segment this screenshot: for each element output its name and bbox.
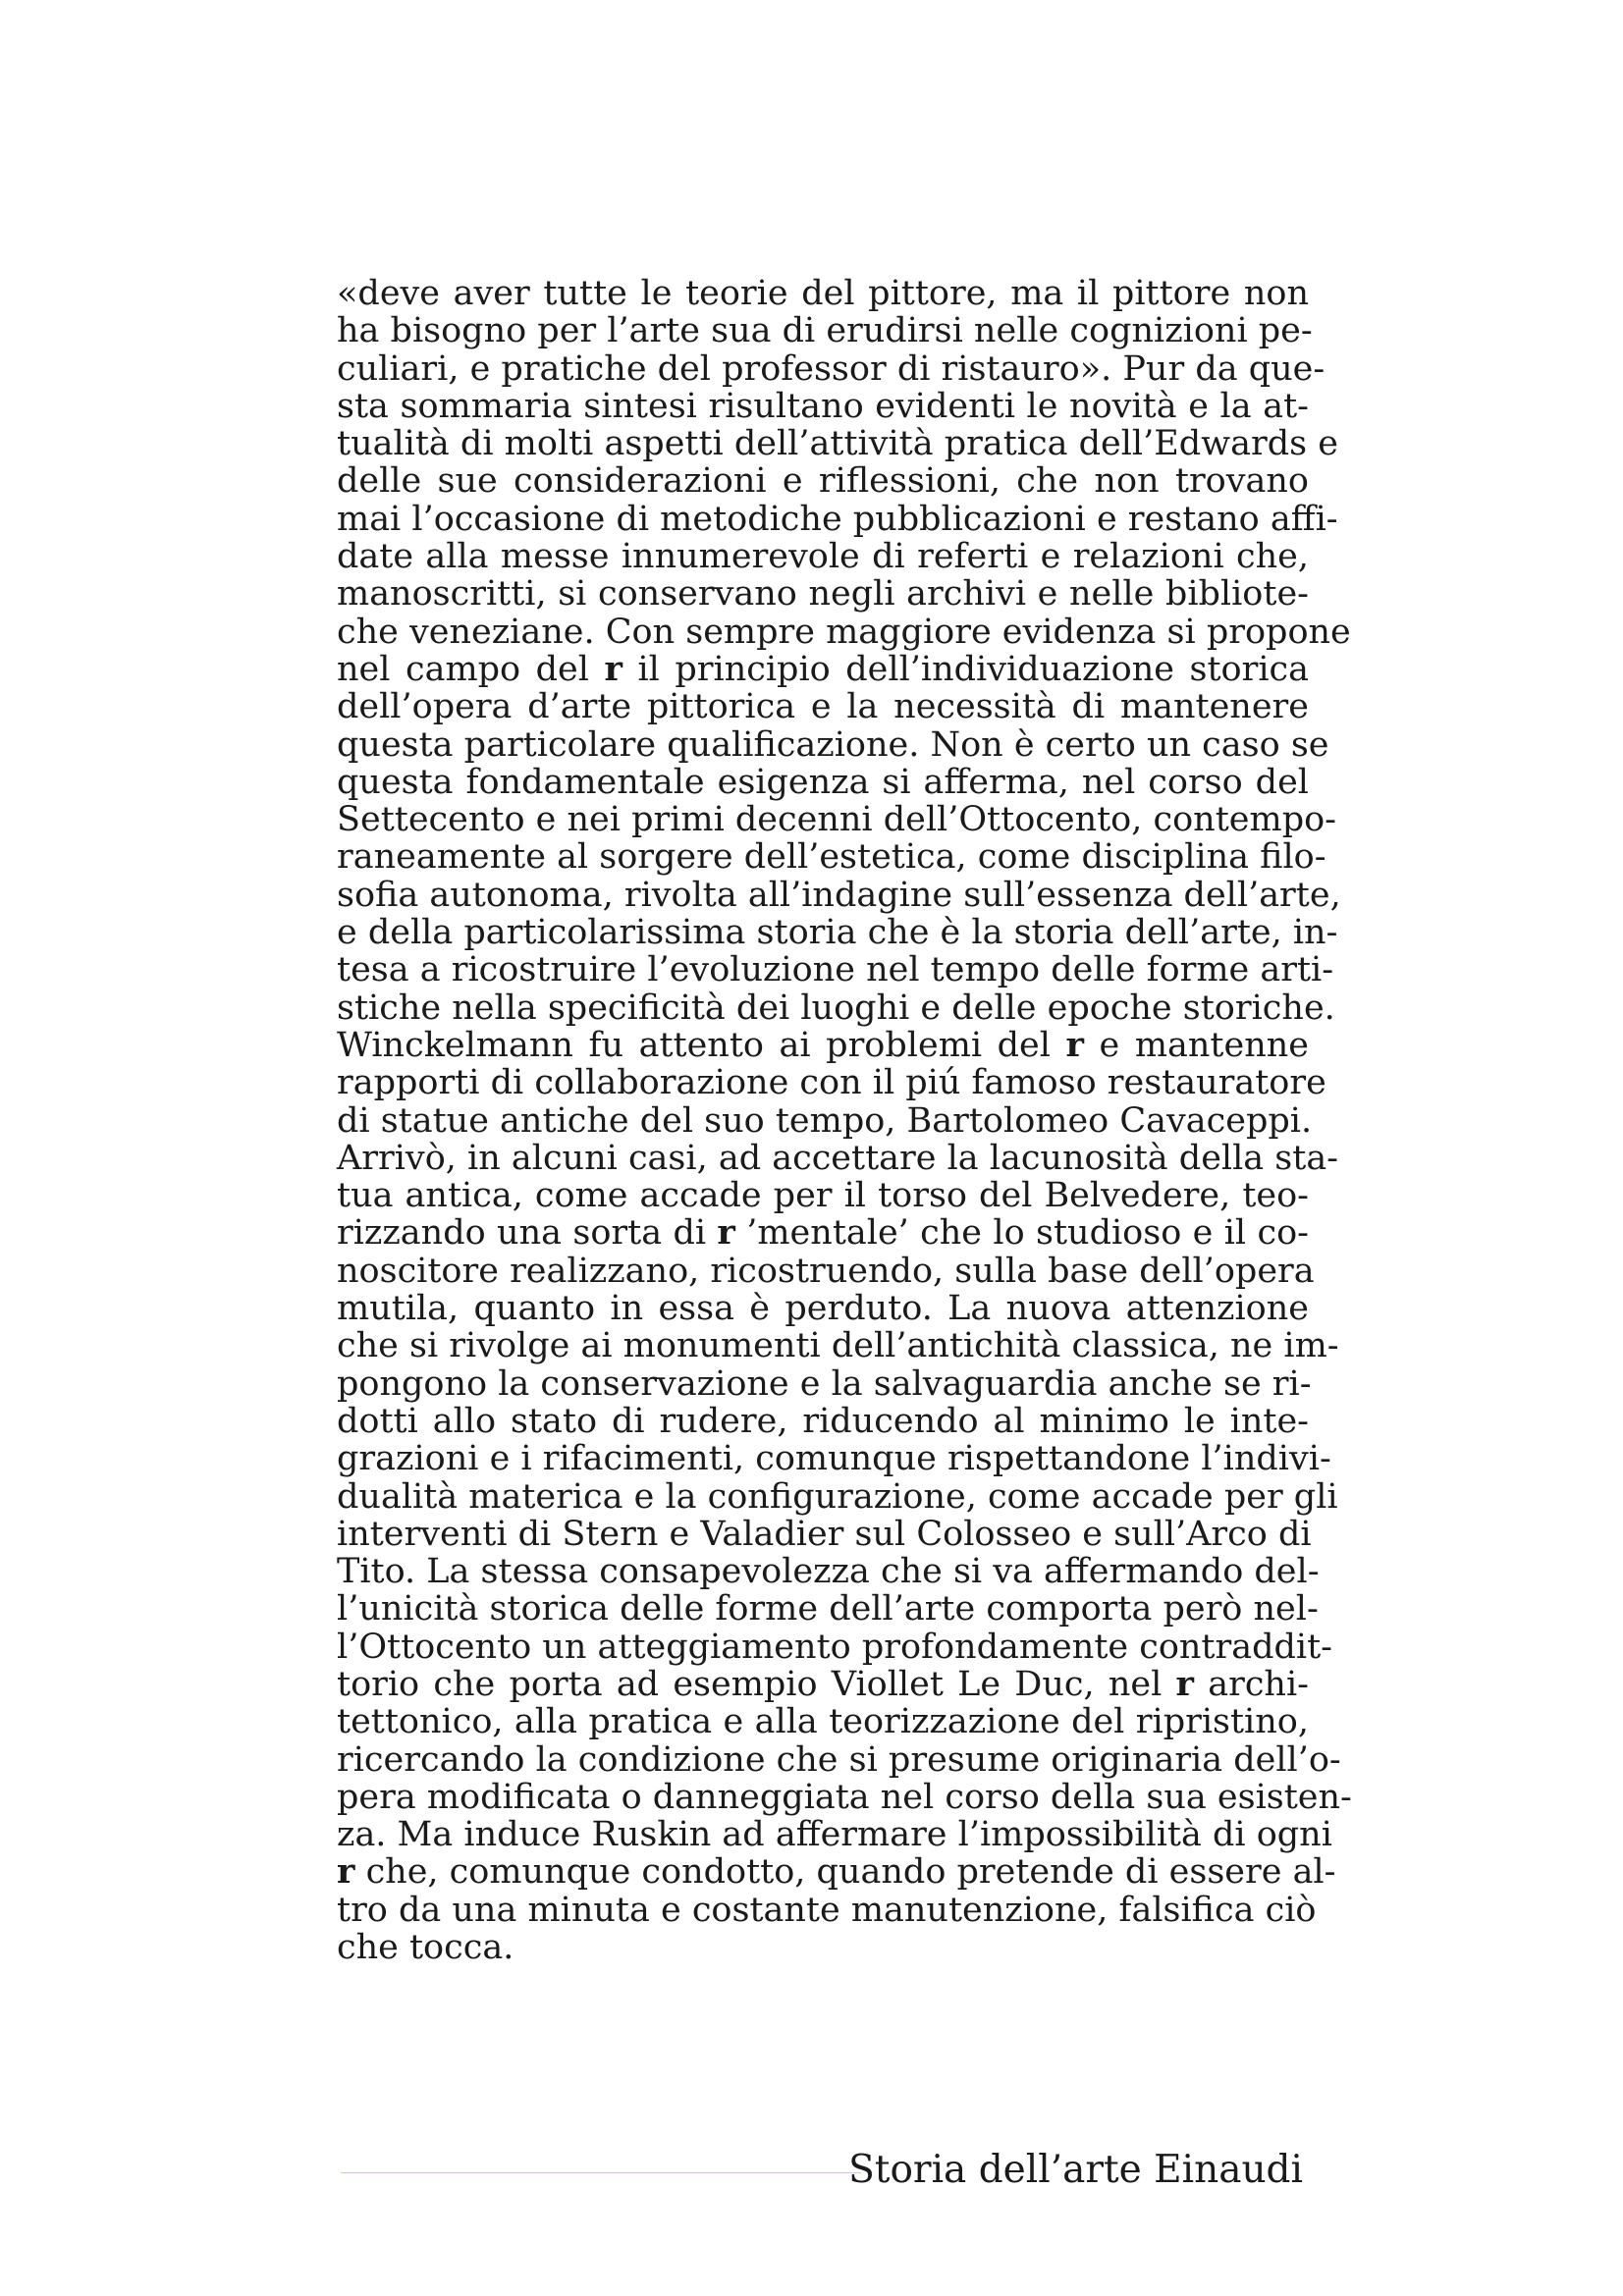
- footer-rule: [341, 2172, 861, 2173]
- text-line: ricercando la condizione che si presume originaria dell’o-: [337, 1739, 1341, 1780]
- text-line: pera modificata o danneggiata nel corso della sua esisten-: [337, 1777, 1352, 1817]
- text-line: che si rivolge ai monumenti dell’antichità classica, ne im-: [337, 1326, 1339, 1366]
- text-line: raneamente al sorgere dell’estetica, come disciplina filo-: [337, 837, 1326, 878]
- text-line: manoscritti, si conservano negli archivi e nelle bibliote-: [337, 574, 1309, 614]
- text-line: questa fondamentale esigenza si afferma, nel corso del: [337, 762, 1309, 802]
- text-line: za. Ma induce Ruskin ad affermare l’impossibilità di ogni: [337, 1815, 1332, 1855]
- text-line: mutila, quanto in essa è perduto. La nuova attenzione: [337, 1289, 1309, 1329]
- text-line: interventi di Stern e Valadier sul Colosseo e sull’Arco di: [337, 1514, 1312, 1554]
- abbreviation-restauro: r: [604, 648, 622, 689]
- text-line: tettonico, alla pratica e alla teorizzazione del ripristino,: [337, 1702, 1309, 1742]
- text-line: mai l’occasione di metodiche pubblicazioni e restano affi-: [337, 499, 1338, 539]
- text-line: questa particolare qualificazione. Non è certo un caso se: [337, 724, 1329, 765]
- text-line: pongono la conservazione e la salvaguardia anche se ri-: [337, 1363, 1312, 1404]
- text-line: tro da una minuta e costante manutenzione, falsifica ciò: [337, 1890, 1317, 1930]
- text-line: rizzando una sorta di r ’mentale’ che lo studioso e il co-: [337, 1212, 1309, 1254]
- text-line: grazioni e i rifacimenti, comunque rispettandone l’indivi-: [337, 1439, 1331, 1479]
- text-line: Arrivò, in alcuni casi, ad accettare la lacunosità della sta-: [337, 1138, 1339, 1178]
- text-line: sta sommaria sintesi risultano evidenti le novità e la at-: [337, 386, 1309, 426]
- text-line: di statue antiche del suo tempo, Bartolomeo Cavaceppi.: [337, 1100, 1313, 1141]
- text-line: tesa a ricostruire l’evoluzione nel tempo delle forme arti-: [337, 950, 1334, 990]
- text-line: r che, comunque condotto, quando pretende di essere al-: [337, 1851, 1336, 1893]
- text-line: l’unicità storica delle forme dell’arte comporta però nel-: [337, 1589, 1319, 1629]
- text-line: l’Ottocento un atteggiamento profondamente contraddit-: [337, 1627, 1332, 1667]
- text-line: nel campo del r il principio dell’individuazione storica: [337, 648, 1309, 689]
- text-line: Tito. La stessa consapevolezza che si va affermando del-: [337, 1552, 1320, 1592]
- text-line: ha bisogno per l’arte sua di erudirsi nelle cognizioni pe-: [337, 311, 1313, 351]
- text-line: «deve aver tutte le teorie del pittore, ma il pittore non: [337, 274, 1309, 313]
- body-text: [337, 274, 1352, 1968]
- text-line: tualità di molti aspetti dell’attività pratica dell’Edwards e: [337, 424, 1338, 464]
- text-line: tua antica, come accade per il torso del Belvedere, teo-: [337, 1176, 1309, 1216]
- text-line: stiche nella specificità dei luoghi e delle epoche storiche.: [337, 988, 1335, 1028]
- abbreviation-restauro: r: [717, 1212, 735, 1254]
- text-line: delle sue considerazioni e riflessioni, che non trovano: [337, 461, 1309, 502]
- text-line: sofia autonoma, rivolta all’indagine sull’essenza dell’arte,: [337, 875, 1341, 915]
- abbreviation-restauro: r: [1065, 1024, 1084, 1065]
- text-line: dell’opera d’arte pittorica e la necessità di mantenere: [337, 687, 1309, 727]
- text-line: noscitore realizzano, ricostruendo, sulla base dell’opera: [337, 1251, 1315, 1291]
- text-line: che tocca.: [337, 1928, 514, 1968]
- text-line: torio che porta ad esempio Viollet Le Duc, nel r archi-: [337, 1663, 1309, 1704]
- text-line: culiari, e pratiche del professor di ristauro». Pur da que-: [337, 348, 1325, 389]
- abbreviation-restauro: r: [337, 1851, 355, 1893]
- footer-title: Storia dell’arte Einaudi: [848, 2148, 1303, 2192]
- text-line: dotti allo stato di rudere, riducendo al minimo le inte-: [337, 1401, 1309, 1441]
- text-line: rapporti di collaborazione con il piú famoso restauratore: [337, 1063, 1326, 1103]
- text-line: Winckelmann fu attento ai problemi del r e mantenne: [337, 1024, 1310, 1065]
- text-line: date alla messe innumerevole di referti e relazioni che,: [337, 537, 1309, 577]
- text-line: che veneziane. Con sempre maggiore evidenza si propone: [337, 612, 1351, 652]
- text-line: dualità materica e la configurazione, come accade per gli: [337, 1476, 1338, 1517]
- abbreviation-restauro: r: [1175, 1663, 1194, 1704]
- text-line: Settecento e nei primi decenni dell’Ottocento, contempo-: [337, 800, 1336, 840]
- text-line: e della particolarissima storia che è la storia dell’arte, in-: [337, 913, 1338, 953]
